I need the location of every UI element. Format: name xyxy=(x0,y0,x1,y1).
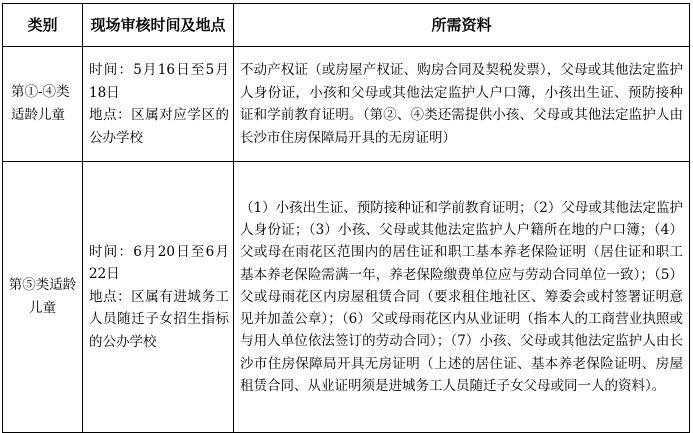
header-materials: 所需资料 xyxy=(234,4,690,47)
row-time-place xyxy=(83,162,234,433)
table-header-row xyxy=(3,4,690,47)
review-time: 时间：6月20日至6月22日 xyxy=(89,243,229,283)
row-materials: （1）小孩出生证、预防接种证和学前教育证明；（2）父母或其他法定监护人身份证；（3）小孩、父母或其他法定监护人户籍所在地的户口簿；（4）父或母在雨花区范围内的居住证和职工基本养老保险证明（居住证和职工基本养老保险需满一年，养老保险缴费单位应与劳动合同单位一致）；（5）父或母雨花区内房屋租赁合同（要求租住地社区、筹委会或村签署证明意见并加盖公章）；（6）父或母雨花区内从业证明（指本人的工商营业执照或与用人单位依法签订的劳动合同）；（7）小孩、父母或其他法定监护人由长沙市住房保障局开具无房证明（上述的居住证、基本养老保险证明、房屋租赁合同、从业证明须是进城务工人员随迁子女父母或同一人的资料）。 xyxy=(234,162,690,433)
row-category: 第①-④类适龄儿童 xyxy=(3,47,83,162)
review-place: 地点：区属对应学区的公办学校 xyxy=(89,107,229,146)
enrollment-materials-table xyxy=(2,3,690,433)
header-category: 类别 xyxy=(3,4,83,47)
table-row xyxy=(3,47,690,162)
review-time: 时间：5月16日至5月18日 xyxy=(89,62,229,101)
header-time-place: 现场审核时间及地点 xyxy=(83,4,234,47)
review-place: 地点：区属有进城务工人员随迁子女招生指标的公办学校 xyxy=(89,288,229,350)
row-time-place xyxy=(83,47,234,162)
row-materials: 不动产权证（或房屋产权证、购房合同及契税发票），父母或其他法定监护人身份证，小孩和父母或其他法定监护人户口簿，小孩出生证、预防接种证和学前教育证明。（第②、④类还需提供小孩、父母或其他法定监护人由长沙市住房保障局开具的无房证明） xyxy=(234,47,690,162)
row-category: 第⑤类适龄儿童 xyxy=(3,162,83,433)
table-row xyxy=(3,162,690,433)
